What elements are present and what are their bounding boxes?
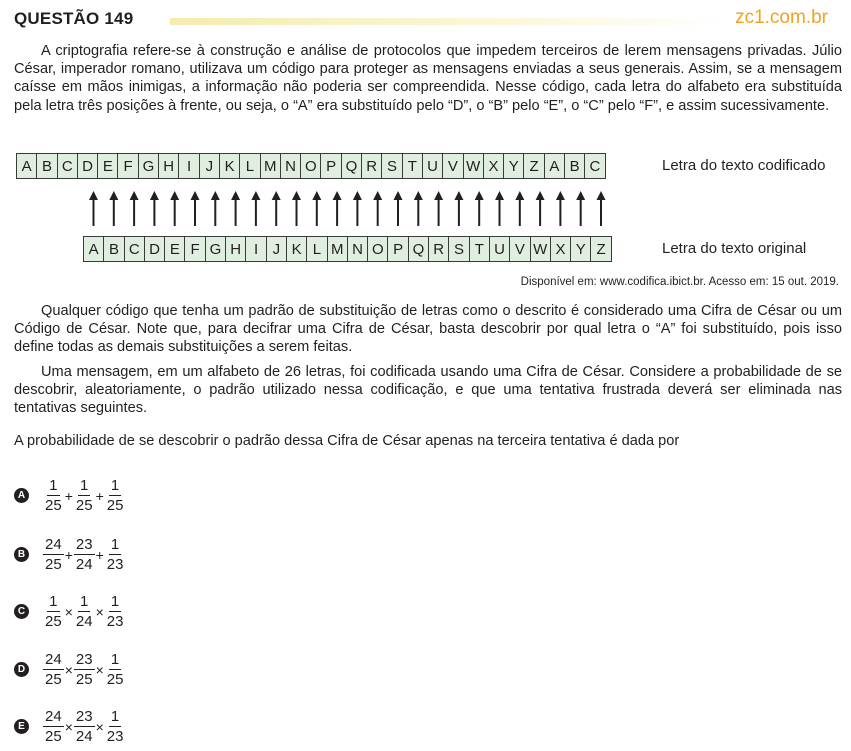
letter-cell: K [219,153,240,179]
arrow-up-icon [597,191,606,226]
numerator: 1 [80,477,89,494]
numerator: 24 [45,536,62,553]
arrow-up-icon [292,191,301,226]
arrow-up-icon [211,191,220,226]
letter-cell: H [225,236,246,262]
paragraph-two: Qualquer código que tenha um padrão de substituição de letras como o descrito é considerado uma Cifra de César ou um Código de César. Note que, para decifrar uma Cifra de César, basta descobrir por qual letra o “A” foi substituído, pois isso define todas as demais substituições a serem feitas. [14,303,842,356]
option-d[interactable] [14,650,125,689]
denominator: 24 [75,613,93,630]
letter-cell: I [245,236,266,262]
fraction [43,707,64,746]
numerator: 1 [110,477,120,494]
fraction [43,650,64,689]
fraction [105,535,126,574]
letter-cell: Q [341,153,362,179]
fraction [74,535,95,574]
letter-cell: I [178,153,199,179]
letter-cell: B [564,153,585,179]
arrow-up-icon [556,191,565,226]
option-b[interactable] [14,535,125,574]
substitution-arrows [83,190,663,228]
denominator: 23 [106,728,124,745]
denominator: 23 [106,556,124,573]
letter-cell: T [469,236,490,262]
header-bar [170,18,730,25]
arrow-up-icon [515,191,524,226]
fraction [74,592,95,631]
arrow-up-icon [272,191,281,226]
arrow-up-icon [333,191,342,226]
letter-cell: R [361,153,382,179]
denominator: 25 [75,671,93,688]
intro-paragraph: A criptografia refere-se à construção e análise de protocolos que impedem terceiros de lerem mensagens privadas. Júlio César, imperador romano, utilizava um código para proteger as mensagens enviadas a seus generais. Assim, se a mensagem caísse em mãos inimigas, a informação não poderia ser compreendida. Nesse código, cada letra do alfabeto era substituída pela letra três posições à frente, ou seja, o “A” era substituído pelo “D”, o “B” pelo “E”, o “C” pelo “F”, e assim sucessivamente. [14,43,842,114]
letter-cell: J [266,236,287,262]
arrow-up-icon [89,191,98,226]
letter-cell: L [239,153,260,179]
arrow-up-icon [536,191,545,226]
denominator: 25 [45,497,62,514]
letter-cell: N [280,153,301,179]
arrow-up-icon [495,191,504,226]
operator: + [95,546,104,563]
option-letter-badge: C [14,604,29,619]
operator: + [95,487,104,504]
arrow-up-icon [150,191,159,226]
numerator: 24 [45,651,62,668]
numerator: 1 [110,651,120,668]
source-citation: Disponível em: www.codifica.ibict.br. Acesso em: 15 out. 2019. [520,276,839,288]
site-watermark: zc1.com.br [735,7,828,28]
letter-cell: E [97,153,118,179]
letter-cell: E [164,236,185,262]
arrow-up-icon [434,191,443,226]
letter-cell: X [483,153,504,179]
fraction [105,707,126,746]
fraction [43,535,64,574]
question-number: QUESTÃO 149 [14,9,134,28]
option-e[interactable] [14,707,125,746]
letter-cell: Z [590,236,611,262]
operator: + [64,487,73,504]
letter-cell: D [144,236,165,262]
denominator: 23 [106,613,124,630]
denominator: 24 [75,556,93,573]
letter-cell: K [286,236,307,262]
letter-cell: W [463,153,484,179]
letter-cell: V [442,153,463,179]
letter-cell: P [387,236,408,262]
letter-cell: Y [570,236,591,262]
fraction [43,476,64,515]
fraction [74,650,95,689]
letter-cell: U [489,236,510,262]
letter-cell: A [16,153,37,179]
letter-cell: X [550,236,571,262]
fraction [105,650,126,689]
arrow-up-icon [394,191,403,226]
operator: × [64,603,73,620]
arrow-up-icon [353,191,362,226]
denominator: 25 [75,497,93,514]
numerator: 24 [45,708,62,725]
letter-cell: O [367,236,388,262]
letter-cell: R [428,236,449,262]
letter-cell: C [57,153,78,179]
numerator: 1 [49,477,58,494]
operator: × [95,661,104,678]
arrow-up-icon [109,191,118,226]
letter-cell: F [117,153,138,179]
letter-cell: N [347,236,368,262]
arrow-up-icon [475,191,484,226]
letter-cell: F [184,236,205,262]
numerator: 23 [75,651,93,668]
option-letter-badge: D [14,662,29,677]
numerator: 1 [110,593,120,610]
denominator: 25 [45,728,62,745]
original-row-label: Letra do texto original [662,240,807,257]
question-prompt: A probabilidade de se descobrir o padrão dessa Cifra de César apenas na terceira tentativa é dada por [14,433,680,449]
letter-cell: J [199,153,220,179]
paragraph-three: Uma mensagem, em um alfabeto de 26 letras, foi codificada usando uma Cifra de César. Considere a probabilidade de se descobrir, aleatoriamente, o padrão utilizado nessa codificação, e que uma tentativa frustrada deverá ser eliminada nas tentativas seguintes. [14,364,842,417]
fraction [105,592,126,631]
option-letter-badge: B [14,547,29,562]
numerator: 1 [49,593,58,610]
letter-cell: H [158,153,179,179]
letter-cell: U [422,153,443,179]
letter-cell: C [584,153,605,179]
denominator: 25 [106,497,124,514]
fraction [74,707,95,746]
operator: × [95,718,104,735]
letter-cell: B [36,153,57,179]
operator: + [64,546,73,563]
letter-cell: W [530,236,551,262]
numerator: 23 [75,708,93,725]
coded-row-label: Letra do texto codificado [662,157,826,174]
operator: × [64,661,73,678]
denominator: 25 [45,671,62,688]
letter-cell: Z [523,153,544,179]
numerator: 1 [110,536,120,553]
arrow-up-icon [251,191,260,226]
letter-cell: D [77,153,98,179]
option-a[interactable] [14,476,125,515]
arrow-up-icon [191,191,200,226]
letter-cell: B [103,236,124,262]
denominator: 24 [75,728,93,745]
letter-cell: P [320,153,341,179]
denominator: 25 [45,613,62,630]
arrow-up-icon [373,191,382,226]
letter-cell: M [260,153,281,179]
denominator: 25 [45,556,62,573]
numerator: 1 [110,708,120,725]
arrow-up-icon [130,191,139,226]
letter-cell: A [83,236,104,262]
letter-cell: G [138,153,159,179]
letter-cell: G [205,236,226,262]
arrow-up-icon [414,191,423,226]
arrow-up-icon [231,191,240,226]
letter-cell: A [544,153,565,179]
fraction [105,476,126,515]
letter-cell: O [300,153,321,179]
question-header [14,7,842,33]
numerator: 1 [80,593,89,610]
option-letter-badge: E [14,719,29,734]
letter-cell: L [306,236,327,262]
fraction [74,476,95,515]
arrow-up-icon [312,191,321,226]
letter-cell: S [448,236,469,262]
letter-cell: S [381,153,402,179]
original-letter-row [83,236,612,262]
operator: × [95,603,104,620]
letter-cell: Q [408,236,429,262]
arrow-up-icon [576,191,585,226]
letter-cell: T [402,153,423,179]
letter-cell: M [327,236,348,262]
arrow-up-icon [454,191,463,226]
letter-cell: Y [503,153,524,179]
fraction [43,592,64,631]
arrow-up-icon [170,191,179,226]
numerator: 23 [75,536,93,553]
letter-cell: C [124,236,145,262]
option-letter-badge: A [14,488,29,503]
letter-cell: V [509,236,530,262]
coded-letter-row [16,153,606,179]
denominator: 25 [106,671,124,688]
option-c[interactable] [14,592,125,631]
operator: × [64,718,73,735]
